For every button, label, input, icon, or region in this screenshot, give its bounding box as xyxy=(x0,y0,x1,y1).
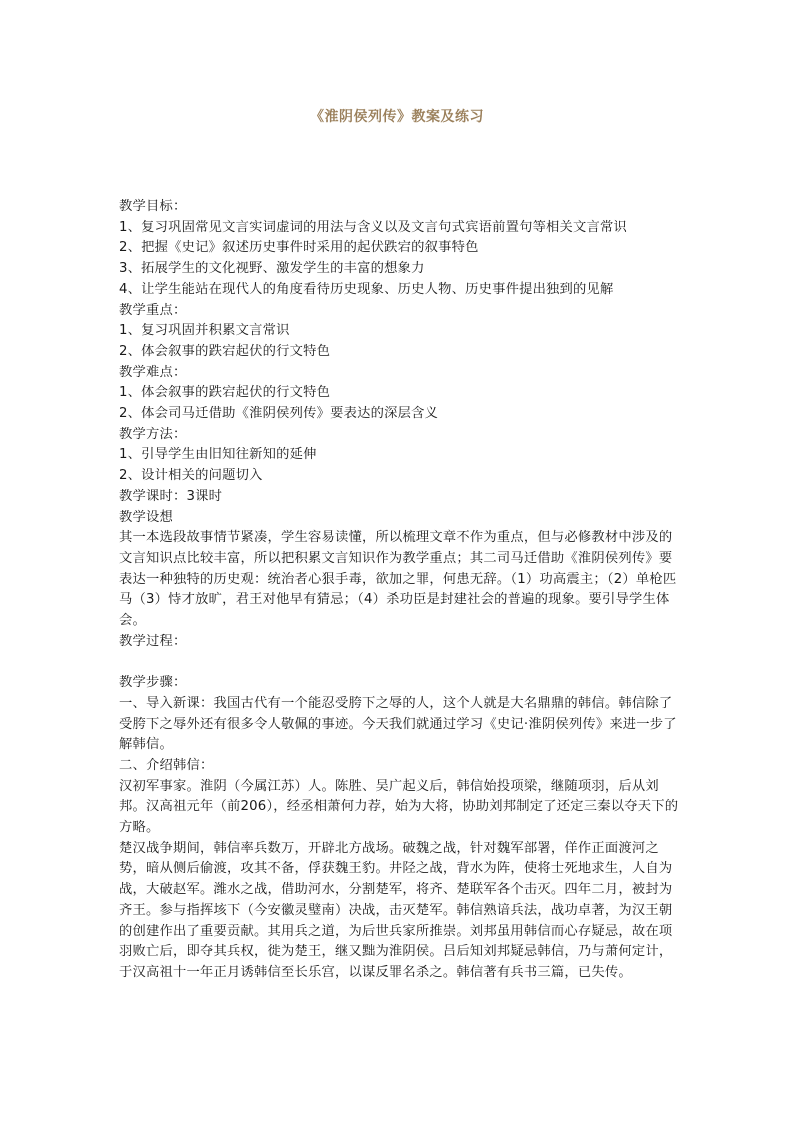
difficulties-heading: 教学难点： xyxy=(119,364,187,380)
step-1-paragraph: 一、导入新课：我国古代有一个能忍受胯下之辱的人，这个人就是大名鼎鼎的韩信。韩信除了受胯下之辱外还有很多令人敬佩的事迹。今天我们就通过学习《史记·淮阴侯列传》来进一步了解韩信。 xyxy=(119,695,677,753)
intro-paragraph: 楚汉战争期间，韩信率兵数万，开辟北方战场。破魏之战，针对魏军部署，佯作正面渡河之势，暗从侧后偷渡，攻其不备，俘获魏王豹。井陉之战，背水为阵，使将士死地求生，人自为战，大破赵军。潍水之战，借助河水，分割楚军，将齐、楚联军各个击灭。四年二月，被封为齐王。参与指挥垓下（今安徽灵璧南）决战，击灭楚军。韩信熟谙兵法，战功卓著，为汉王朝的创建作出了重要贡献。其用兵之道，为后世兵家所推崇。刘邦虽用韩信而心存疑忌，故在项羽败亡后，即夺其兵权，徙为楚王，继又黜为淮阴侯。吕后知刘邦疑忌韩信，乃与萧何定计，于汉高祖十一年正月诱韩信至长乐宫，以谋反罪名杀之。韩信著有兵书三篇，已失传。 xyxy=(119,840,673,980)
document-body xyxy=(119,197,681,984)
goal-item: 4、让学生能站在现代人的角度看待历史现象、历史人物、历史事件提出独到的见解 xyxy=(119,281,614,297)
blank-line xyxy=(119,652,681,673)
design-heading: 教学设想 xyxy=(119,509,173,525)
class-hours: 教学课时：3课时 xyxy=(119,488,223,504)
steps-heading: 教学步骤： xyxy=(119,675,187,691)
difficulty-item: 2、体会司马迁借助《淮阴侯列传》要表达的深层含义 xyxy=(119,406,439,422)
goal-item: 2、把握《史记》叙述历史事件时采用的起伏跌宕的叙事特色 xyxy=(119,240,479,256)
goal-item: 1、复习巩固常见文言实词虚词的用法与含义以及文言句式宾语前置句等相关文言常识 xyxy=(119,219,628,235)
step-2-heading: 二、介绍韩信： xyxy=(119,757,214,773)
method-item: 1、引导学生由旧知往新知的延伸 xyxy=(119,447,317,463)
process-heading: 教学过程： xyxy=(119,633,187,649)
intro-paragraph: 汉初军事家。淮阴（今属江苏）人。陈胜、吴广起义后，韩信始投项梁，继随项羽，后从刘邦。汉高祖元年（前206），经丞相萧何力荐，始为大将，协助刘邦制定了还定三秦以夺天下的方略。 xyxy=(119,778,679,836)
methods-heading: 教学方法： xyxy=(119,426,187,442)
goal-item: 3、拓展学生的文化视野、激发学生的丰富的想象力 xyxy=(119,261,425,277)
key-points-heading: 教学重点： xyxy=(119,302,187,318)
method-item: 2、设计相关的问题切入 xyxy=(119,468,263,484)
goals-heading: 教学目标： xyxy=(119,199,187,214)
difficulty-item: 1、体会叙事的跌宕起伏的行文特色 xyxy=(119,385,331,401)
design-paragraph: 其一本选段故事情节紧凑，学生容易读懂，所以梳理文章不作为重点，但与必修教材中涉及的文言知识点比较丰富，所以把积累文言知识作为教学重点；其二司马迁借助《淮阴侯列传》要表达一种独特的历史观：统治者心狠手毒，欲加之罪，何患无辞。（1）功高震主；（2）单枪匹马（3）恃才放旷，君王对他早有猜忌；（4）杀功臣是封建社会的普遍的现象。要引导学生体会。 xyxy=(119,530,677,629)
document-title: 《淮阴侯列传》教案及练习 xyxy=(310,109,484,125)
key-point-item: 2、体会叙事的跌宕起伏的行文特色 xyxy=(119,343,331,359)
key-point-item: 1、复习巩固并积累文言常识 xyxy=(119,323,290,339)
